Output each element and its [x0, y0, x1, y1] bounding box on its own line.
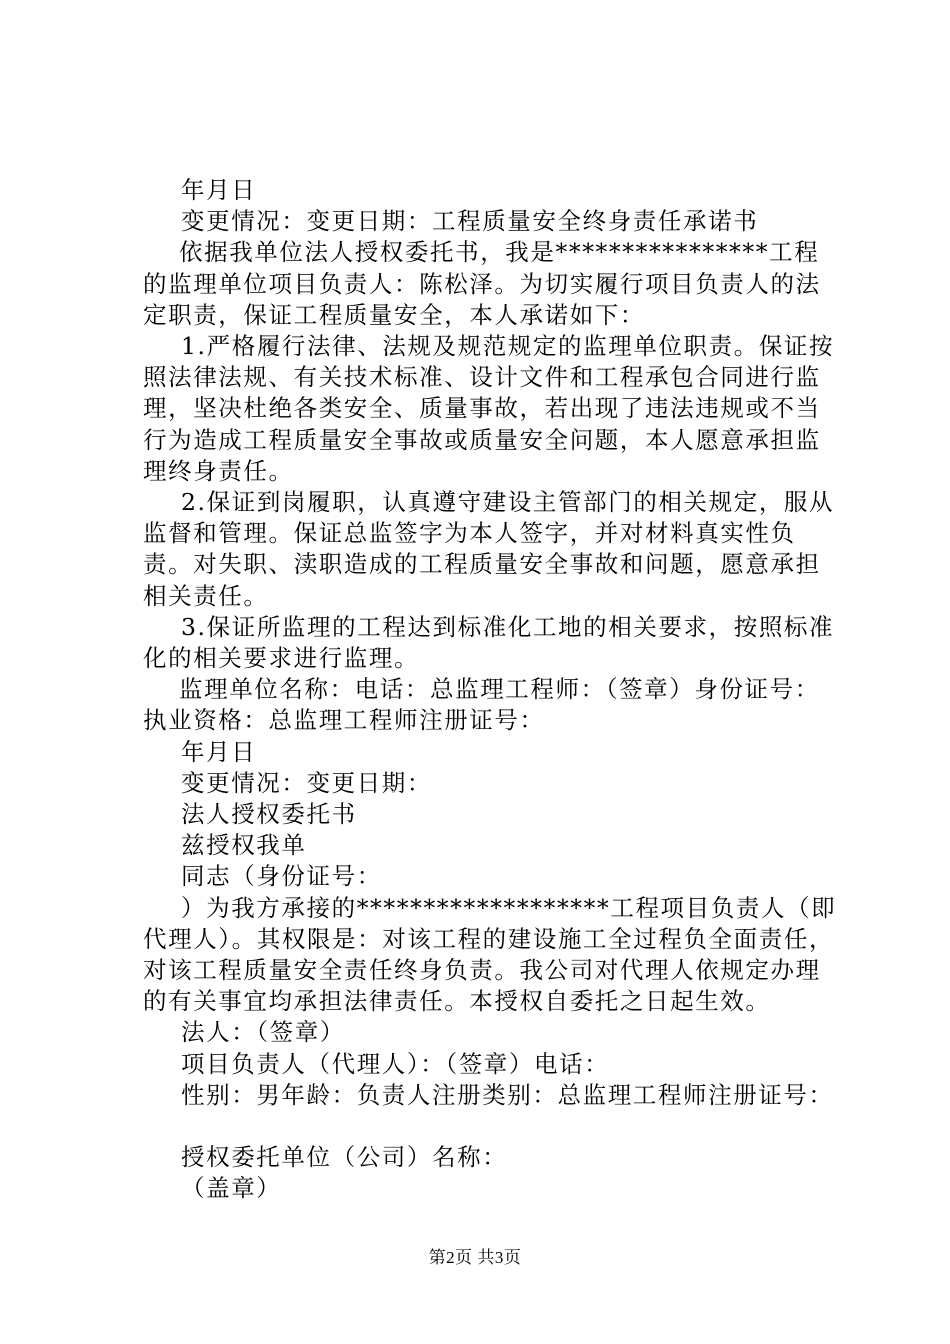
- date-line: 年月日: [181, 176, 257, 204]
- commitment-item-1: 1.严格履行法律、法规及规范规定的监理单位职责。保证按照法律法规、有关技术标准、设计文件和工程承包合同进行监理，坚决杜绝各类安全、质量事故，若出现了违法违规或不当行为造成工程质量安全事故或质量安全问题，本人愿意承担监理终身责任。: [143, 332, 835, 485]
- date-line-2: 年月日: [181, 737, 257, 766]
- gender-age-line: 性别：男年龄：负责人注册类别：总监理工程师注册证号：: [181, 1080, 834, 1109]
- page-number-footer: 第2页 共3页: [428, 1248, 522, 1267]
- authorization-body-paragraph: ）为我方承接的*******************工程项目负责人（即代理人）。其权限是：对该工程的建设施工全过程负全面责任，对该工程质量安全责任终身负责。我公司对代理人依规定办理的有关事宜均承担法律责任。本授权自委托之日起生效。: [143, 893, 837, 1016]
- change-info-line-2: 变更情况：变更日期：: [181, 768, 432, 797]
- authorization-grant-line: 兹授权我单: [181, 831, 307, 860]
- commitment-item-2: 2.保证到岗履职，认真遵守建设主管部门的相关规定，服从监督和管理。保证总监签字为本人签字，并对材料真实性负责。对失职、渎职造成的工程质量安全事故和问题，愿意承担相关责任。: [143, 488, 835, 610]
- document-body: [143, 175, 843, 1205]
- seal-line: （盖章）: [181, 1174, 282, 1203]
- project-leader-line: 项目负责人（代理人）：（签章）电话：: [181, 1049, 610, 1078]
- commitment-intro-paragraph: 依据我单位法人授权委托书，我是****************工程的监理单位项目负责人：陈松泽。为切实履行项目负责人的法定职责，保证工程质量安全，本人承诺如下：: [143, 238, 821, 329]
- comrade-id-line: 同志（身份证号：: [181, 862, 382, 891]
- change-info-line: 变更情况：变更日期：工程质量安全终身责任承诺书: [181, 207, 759, 236]
- blank-line: [143, 1111, 843, 1142]
- commitment-item-3: 3.保证所监理的工程达到标准化工地的相关要求，按照标准化的相关要求进行监理。: [143, 612, 835, 673]
- authorization-title: 法人授权委托书: [181, 800, 357, 829]
- company-name-line: 授权委托单位（公司）名称：: [181, 1143, 508, 1172]
- supervisor-info-line: 监理单位名称：电话：总监理工程师：（签章）身份证号：执业资格：总监理工程师注册证号：: [143, 675, 820, 735]
- legal-person-line: 法人：（签章）: [181, 1018, 345, 1047]
